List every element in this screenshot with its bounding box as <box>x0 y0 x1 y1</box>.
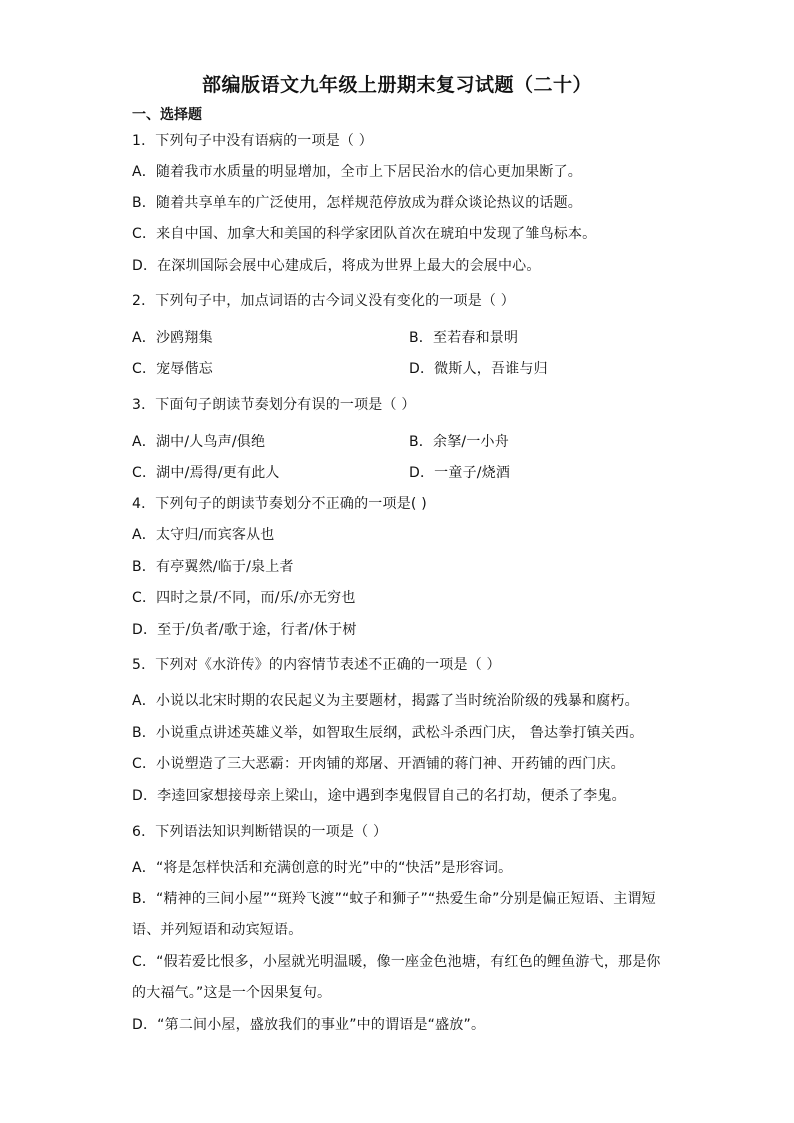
q5-option-d: D．李逵回家想接母亲上梁山，途中遇到李鬼假冒自己的名打劫，便杀了李鬼。 <box>132 788 626 804</box>
q3-option-c: C．湖中/焉得/更有此人 <box>132 465 280 481</box>
q1-option-c: C．来自中国、加拿大和美国的科学家团队首次在琥珀中发现了雏鸟标本。 <box>132 226 597 242</box>
q5-option-c: C．小说塑造了三大恶霸：开肉铺的郑屠、开酒铺的蒋门神、开药铺的西门庆。 <box>132 756 625 772</box>
section-heading: 一、选择题 <box>132 107 202 123</box>
q3-stem: 3．下面句子朗读节奏划分有误的一项是（ ） <box>132 397 416 413</box>
q5-option-b: B．小说重点讲述英雄义举，如智取生辰纲，武松斗杀西门庆， 鲁达拳打镇关西。 <box>132 725 644 741</box>
q6-option-a: A．“将是怎样快活和充满创意的时光”中的“快活”是形容词。 <box>132 860 513 876</box>
q3-option-d: D．一童子/烧酒 <box>409 465 511 481</box>
q4-stem: 4．下列句子的朗读节奏划分不正确的一项是( ) <box>132 496 427 512</box>
q1-option-b: B．随着共享单车的广泛使用，怎样规范停放成为群众谈论热议的话题。 <box>132 195 583 211</box>
q2-stem: 2．下列句子中，加点词语的古今词义没有变化的一项是（ ） <box>132 293 515 309</box>
q1-option-d: D．在深圳国际会展中心建成后，将成为世界上最大的会展中心。 <box>132 258 541 274</box>
q5-stem: 5．下列对《水浒传》的内容情节表述不正确的一项是（ ） <box>132 657 501 673</box>
q5-option-a: A．小说以北宋时期的农民起义为主要题材，揭露了当时统治阶级的残暴和腐朽。 <box>132 693 639 709</box>
q3-option-b: B．余拏/一小舟 <box>409 434 509 450</box>
q6-option-b-line2: 语、并列短语和动宾短语。 <box>132 922 303 938</box>
q6-stem: 6．下列语法知识判断错误的一项是（ ） <box>132 824 388 840</box>
q1-stem: 1．下列句子中没有语病的一项是（ ） <box>132 133 373 149</box>
q2-option-b: B．至若春和景明 <box>409 330 519 346</box>
q4-option-c: C．四时之景/不同，而/乐/亦无穷也 <box>132 590 356 606</box>
q6-option-d: D．“第二间小屋，盛放我们的事业”中的谓语是“盛放”。 <box>132 1017 486 1033</box>
page-title: 部编版语文九年级上册期末复习试题（二十） <box>201 74 592 96</box>
q6-option-b-line1: B．“精神的三间小屋”“斑羚飞渡”“蚊子和狮子”“热爱生命”分别是偏正短语、主谓短 <box>132 891 656 907</box>
q6-option-c-line1: C．“假若爱比恨多，小屋就光明温暖，像一座金色池塘，有红色的鲤鱼游弋，那是你 <box>132 954 661 970</box>
q2-option-c: C．宠辱偕忘 <box>132 361 213 377</box>
q6-option-c-line2: 的大福气。”这是一个因果复句。 <box>132 985 332 1001</box>
q2-option-a: A．沙鸥翔集 <box>132 330 213 346</box>
q4-option-a: A．太守归/而宾客从也 <box>132 527 275 543</box>
q4-option-d: D．至于/负者/歌于途，行者/休于树 <box>132 622 357 638</box>
q1-option-a: A．随着我市水质量的明显增加，全市上下居民治水的信心更加果断了。 <box>132 164 582 180</box>
q3-option-a: A．湖中/人鸟声/俱绝 <box>132 434 266 450</box>
q4-option-b: B．有亭翼然/临于/泉上者 <box>132 559 294 575</box>
q2-option-d: D．微斯人，吾谁与归 <box>409 361 548 377</box>
